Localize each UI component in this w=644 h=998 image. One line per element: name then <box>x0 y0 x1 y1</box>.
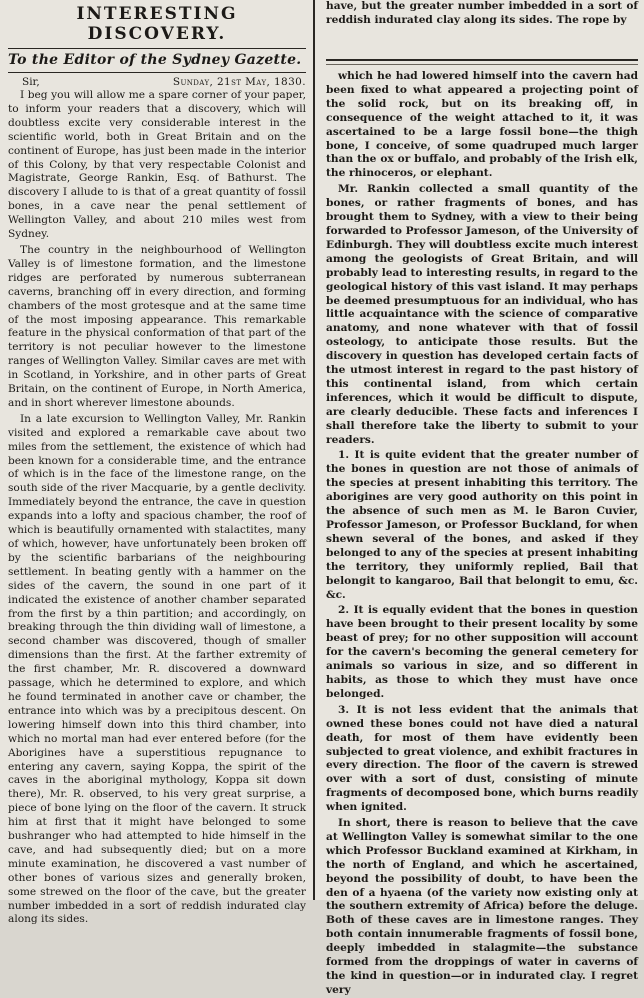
column-continuation <box>326 0 638 61</box>
column-divider <box>313 0 315 900</box>
salutation-line <box>22 76 306 88</box>
paragraph: Mr. Rankin collected a small quantity of the bones, or rather fragments of bones, and has brought them to Sydney, with a view to their being forwarded to Professor Jameson, of the University of Edinburgh. They will doubtless excite much interest among the geologists of Great Britain, and will probably lead to interesting results, in regard to the geological history of this vast island. It may perhaps be deemed presumptuous for an individual, who has little acquaintance with the science of comparative anatomy, and none whatever with that of fossil osteology, to anticipate those results. But the discovery in question has developed certain facts of the utmost interest in regard to the past history of this continental island, from which certain inferences, which it would be difficult to dispute, are clearly deducible. These facts and inferences I shall therefore take the liberty to submit to your readers. <box>326 183 638 446</box>
left-column <box>0 0 312 926</box>
paragraph: In short, there is reason to believe that the cave at Wellington Valley is somewhat similar to the one which Professor Buckland examined at Kirkham, in the north of England, and which he ascertained, beyond the possibility of doubt, to have been the den of a hyaena (of the variety now existing only at the southern extremity of Africa) before the deluge. Both of these caves are in limestone ranges. They both contain innumerable fragments of fossil bone, deeply imbedded in stalagmite—the substance formed from the droppings of water in caverns of the kind in question—or in indurated clay. I regret very <box>326 817 638 996</box>
headline: INTERESTING DISCOVERY. <box>8 4 306 49</box>
letter-date: Sunday, 21st May, 1830. <box>172 76 306 88</box>
salutation: Sir, <box>22 76 40 88</box>
addressee: To the Editor of the Sydney Gazette. <box>8 52 306 73</box>
paragraph: 2. It is equally evident that the bones in question have been brought to their present locality by some beast of prey; for no other supposition will account for the cavern's becoming the general cemetery for animals so various in size, and so different in habits, as those to which they must have once belonged. <box>326 604 638 700</box>
paragraph: The country in the neighbourhood of Wellington Valley is of limestone formation, and the limestone ridges are perforated by numerous subterranean caverns, branching off in every direction, and forming chambers of the most grotesque and at the same time of the most imposing appearance. This remarkable feature in the physical conformation of that part of the territory is not peculiar however to the limestone ranges of Wellington Valley. Similar caves are met with in Scotland, in Yorkshire, and in other parts of Great Britain, on the continent of Europe, in North America, and in short wherever limestone abounds. <box>8 243 306 409</box>
paragraph: In a late excursion to Wellington Valley, Mr. Rankin visited and explored a remarkable cave about two miles from the settlement, the existence of which had been known for a considerable time, and the entrance of which is in the face of the limestone range, on the south side of the river Macquarie, by a gentle declivity. Immediately beyond the entrance, the cave in question expands into a lofty and spacious chamber, the roof of which is beautifully ornamented with stalactites, many of which, however, have unfortunately been broken off by the scientific barbarians of the neighbouring settlement. In beating gently with a hammer on the sides of the cavern, the sound in one part of it indicated the existence of another chamber separated from the first by a thin partition; and accordingly, on breaking through the thin dividing wall of limestone, a second chamber was discovered, though of smaller dimensions than the first. At the farther extremity of the first chamber, Mr. R. discovered a downward passage, which he determined to explore, and which he found terminated in another cave or chamber, the entrance into which was by a precipitous descent. On lowering himself down into this third chamber, into which no mortal man had ever entered before (for the Aborigines have a superstitious repugnance to entering any cavern, saying Koppa, the spirit of the caves in the aboriginal mythology, Koppa sit down there), Mr. R. observed, to his very great surprise, a piece of bone lying on the floor of the cavern. It struck him at first that it might have belonged to some bushranger who had attempted to hide himself in the cave, and had subsequently died; but on a more minute examination, he discovered a vast number of other bones of various sizes and generally broken, some strewed on the floor of the cave, but the greater number imbedded in a sort of reddish indurated clay along its sides. <box>8 412 306 926</box>
paragraph: 3. It is not less evident that the animals that owned these bones could not have died a natural death, for most of them have evidently been subjected to great violence, and exhibit fractures in every direction. The floor of the cavern is strewed over with a sort of dust, consisting of minute fragments of decomposed bone, which burns readily when ignited. <box>326 703 638 814</box>
paragraph: I beg you will allow me a spare corner of your paper, to inform your readers that a discovery, which will doubtless excite very considerable interest in the scientific world, both in Great Britain and on the continent of Europe, has just been made in the interior of this Colony, by that very respectable Colonist and Magistrate, George Rankin, Esq. of Bathurst. The discovery I allude to is that of a great quantity of fossil bones, in a cave near the penal settlement of Wellington Valley, and about 210 miles west from Sydney. <box>8 89 306 241</box>
continuation-text: have, but the greater number imbedded in a sort of reddish indurated clay along its sides. The rope by <box>326 0 638 26</box>
paragraph: which he had lowered himself into the cavern had been fixed to what appeared a projecting point of the solid rock, but on its breaking off, in consequence of the weight attached to it, it was ascertained to be a large fossil bone—the thigh bone, I conceive, of some quadruped much larger than the ox or buffalo, and probably of the Irish elk, the rhinoceros, or elephant. <box>326 70 638 180</box>
section-break <box>326 61 638 65</box>
right-column <box>318 0 644 996</box>
paragraph: 1. It is quite evident that the greater number of the bones in question are not those of animals of the species at present inhabiting this territory. The aborigines are very good authority on this point in the absence of such men as M. le Baron Cuvier, Professor Jameson, or Professor Buckland, for when shewn several of the bones, and asked if they belonged to any of the species at present inhabiting the territory, they uniformly replied, Bail that belongit to kangaroo, Bail that belongit to emu, &c. &c. <box>326 449 638 601</box>
